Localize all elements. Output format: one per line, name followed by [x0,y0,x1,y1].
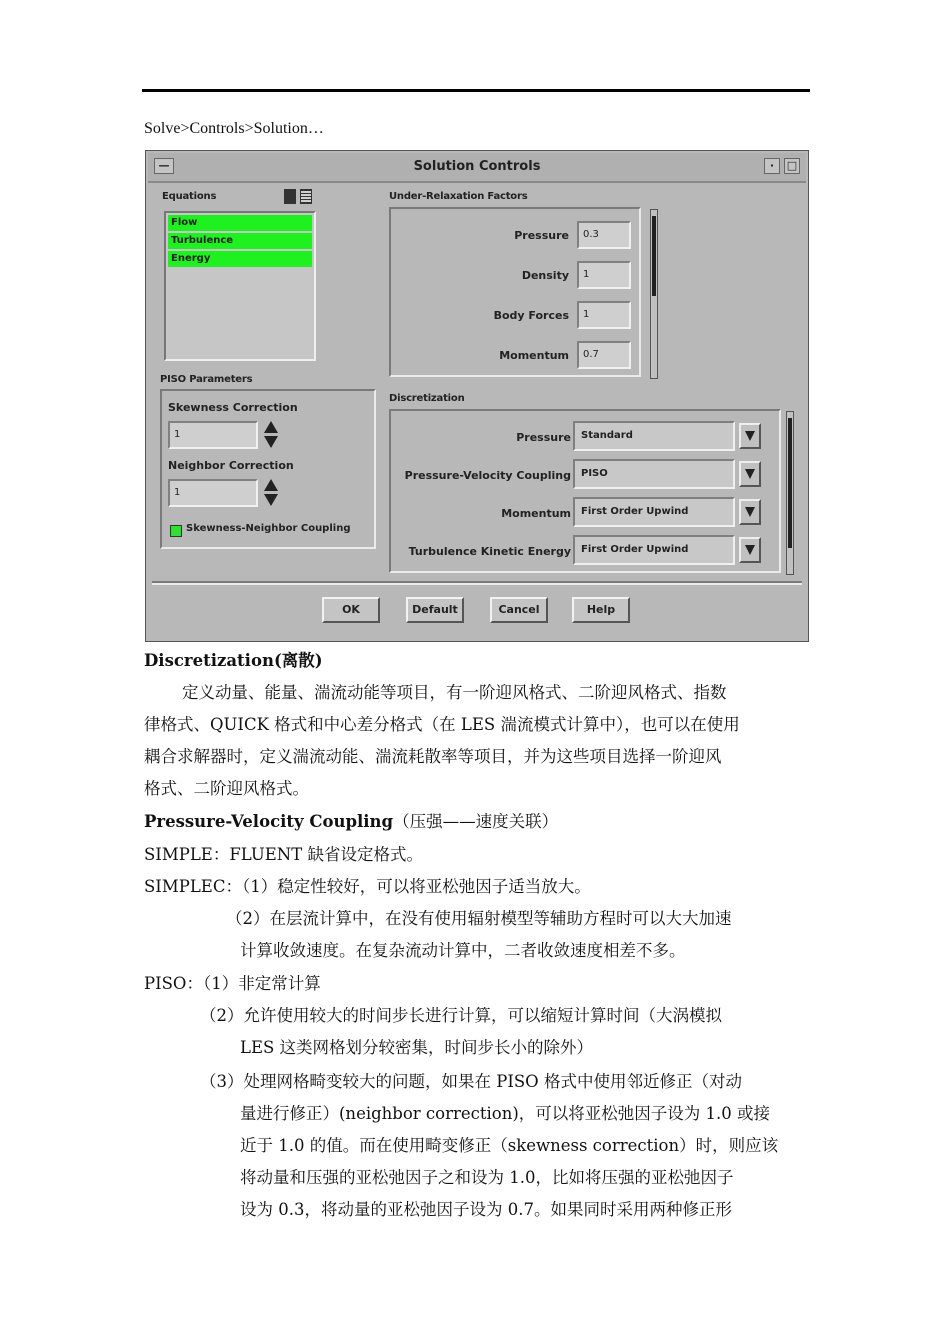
simplec-line: SIMPLEC：（1）稳定性较好，可以将亚松弛因子适当放大。 [144,877,591,896]
neighbor-correction-label: Neighbor Correction [168,459,294,472]
piso-parameters-label: PISO Parameters [160,374,253,385]
minimize-icon[interactable]: · [764,158,780,174]
neighbor-correction-input[interactable]: 1 [168,479,258,507]
disc-momentum-dropdown-icon[interactable] [739,499,761,525]
pressure-factor-label: Pressure [514,229,569,242]
window-menu-icon[interactable]: — [154,158,174,174]
maximize-icon[interactable]: □ [784,158,800,174]
disc-tke-dropdown-icon[interactable] [739,537,761,563]
piso-line: （2）允许使用较大的时间步长进行计算，可以缩短计算时间（大涡模拟 [200,1006,722,1025]
top-rule [142,89,810,92]
under-relaxation-label: Under-Relaxation Factors [389,191,528,202]
under-relaxation-group [389,207,641,377]
piso-line: PISO：（1）非定常计算 [144,974,321,993]
button-separator [152,581,802,585]
piso-line: 近于 1.0 的值。而在使用畸变修正（skewness correction）时，则应该 [240,1136,779,1155]
ok-button[interactable]: OK [322,597,380,623]
disc-pressure-select[interactable]: Standard [573,421,735,451]
simplec-line: 计算收敛速度。在复杂流动计算中，二者收敛速度相差不多。 [240,941,686,960]
disc-pv-coupling-select[interactable]: PISO [573,459,735,489]
disc-tke-select[interactable]: First Order Upwind [573,535,735,565]
piso-line: （3）处理网格畸变较大的问题，如果在 PISO 格式中使用邻近修正（对动 [200,1072,742,1091]
disc-pv-coupling-dropdown-icon[interactable] [739,461,761,487]
density-factor-label: Density [521,269,569,282]
disc-pv-coupling-label: Pressure-Velocity Coupling [404,469,571,482]
body-forces-factor-input[interactable]: 1 [577,301,631,329]
title-bar[interactable] [148,153,806,183]
select-all-icon[interactable] [284,189,296,204]
density-factor-input[interactable]: 1 [577,261,631,289]
coupling-label: Skewness-Neighbor Coupling [186,523,351,534]
equation-flow[interactable]: Flow [168,215,312,231]
neighbor-spinner[interactable] [264,479,278,506]
paragraph-line: 定义动量、能量、湍流动能等项目，有一阶迎风格式、二阶迎风格式、指数 [182,683,727,702]
simplec-line: （2）在层流计算中，在没有使用辐射模型等辅助方程时可以大大加速 [226,909,732,928]
disc-pressure-dropdown-icon[interactable] [739,423,761,449]
deselect-all-icon[interactable] [300,189,312,204]
momentum-factor-input[interactable]: 0.7 [577,341,631,369]
piso-line: 将动量和压强的亚松弛因子之和设为 1.0，比如将压强的亚松弛因子 [240,1168,734,1187]
equation-turbulence[interactable]: Turbulence [168,233,312,249]
paragraph-line: 格式、二阶迎风格式。 [144,779,309,798]
dialog-title: Solution Controls [413,159,541,174]
coupling-checkbox[interactable] [170,525,182,537]
disc-momentum-select[interactable]: First Order Upwind [573,497,735,527]
discretization-group [389,409,781,573]
paragraph-line: 律格式、QUICK 格式和中心差分格式（在 LES 湍流模式计算中），也可以在使用 [144,715,740,734]
piso-group [160,389,376,549]
skewness-correction-input[interactable]: 1 [168,421,258,449]
menu-path: Solve>Controls>Solution… [144,120,324,137]
piso-line: LES 这类网格划分较密集，时间步长小的除外） [240,1038,594,1057]
relaxation-scrollbar[interactable] [650,209,658,379]
skewness-spinner[interactable] [264,421,278,448]
simple-line: SIMPLE：FLUENT 缺省设定格式。 [144,845,423,864]
piso-line: 量进行修正）(neighbor correction)，可以将亚松弛因子设为 1.0 或接 [240,1104,771,1123]
momentum-factor-label: Momentum [499,349,569,362]
discretization-label: Discretization [389,393,465,404]
equations-list[interactable] [164,211,316,361]
disc-pressure-label: Pressure [516,431,571,444]
body-forces-factor-label: Body Forces [493,309,569,322]
pv-coupling-heading: Pressure-Velocity Coupling（压强——速度关联） [144,812,559,831]
pressure-factor-input[interactable]: 0.3 [577,221,631,249]
discretization-scrollbar[interactable] [786,411,794,575]
cancel-button[interactable]: Cancel [490,597,548,623]
default-button[interactable]: Default [406,597,464,623]
paragraph-line: 耦合求解器时，定义湍流动能、湍流耗散率等项目，并为这些项目选择一阶迎风 [144,747,722,766]
disc-momentum-label: Momentum [501,507,571,520]
disc-tke-label: Turbulence Kinetic Energy [408,545,571,558]
discretization-heading: Discretization(离散) [144,651,323,670]
equation-energy[interactable]: Energy [168,251,312,267]
equations-label: Equations [162,191,217,202]
piso-line: 设为 0.3，将动量的亚松弛因子设为 0.7。如果同时采用两种修正形 [240,1200,732,1219]
skewness-correction-label: Skewness Correction [168,401,298,414]
help-button[interactable]: Help [572,597,630,623]
solution-controls-dialog [145,150,809,642]
